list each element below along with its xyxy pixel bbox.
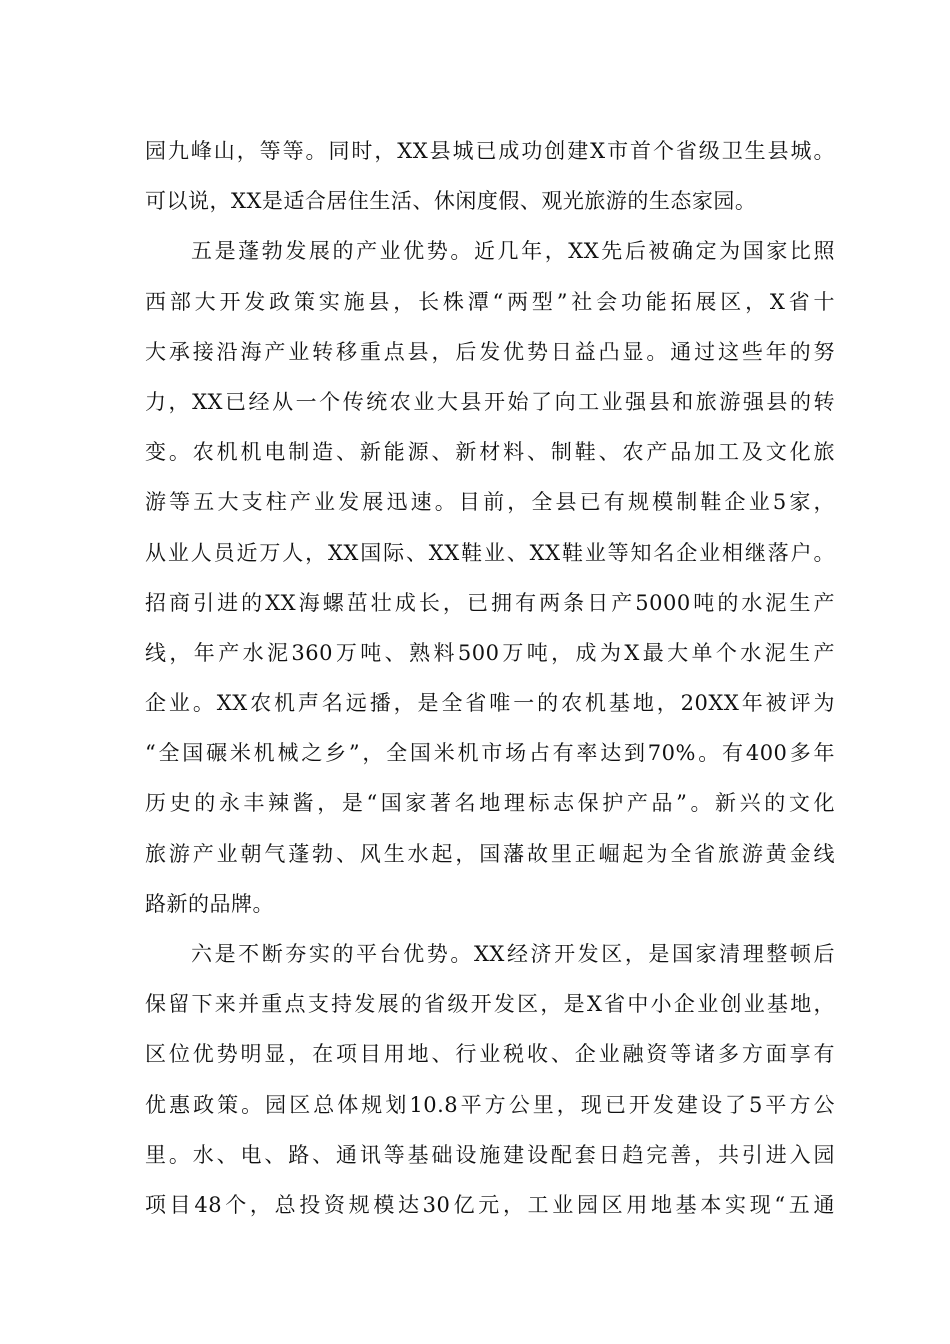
paragraph-start-line: 五是蓬勃发展的产业优势。近几年，XX先后被确定为国家比照 <box>191 239 835 264</box>
paragraph-start-line: 六是不断夯实的平台优势。XX经济开发区，是国家清理整顿后 <box>191 942 835 966</box>
document-body <box>145 131 835 1235</box>
text-line: 招商引进的XX海螺茁壮成长，已拥有两条日产5000吨的水泥生产 <box>145 590 835 615</box>
text-line: 大承接沿海产业转移重点县，后发优势日益凸显。通过这些年的努 <box>145 339 835 364</box>
text-line: 项目48个，总投资规模达30亿元，工业园区用地基本实现“五通 <box>145 1192 835 1217</box>
text-line: 里。水、电、路、通讯等基础设施建设配套日趋完善，共引进入园 <box>145 1142 835 1167</box>
text-line: 企业。XX农机声名远播，是全省唯一的农机基地，20XX年被评为 <box>145 691 835 716</box>
text-line: 从业人员近万人，XX国际、XX鞋业、XX鞋业等知名企业相继落户。 <box>145 540 835 565</box>
text-line: 线，年产水泥360万吨、熟料500万吨，成为X最大单个水泥生产 <box>145 640 835 665</box>
text-line: 区位优势明显，在项目用地、行业税收、企业融资等诸多方面享有 <box>145 1042 835 1067</box>
text-line: 路新的品牌。 <box>145 891 274 916</box>
text-line: 变。农机机电制造、新能源、新材料、制鞋、农产品加工及文化旅 <box>145 440 835 465</box>
text-line: 保留下来并重点支持发展的省级开发区，是X省中小企业创业基地， <box>145 992 835 1017</box>
text-line: 优惠政策。园区总体规划10.8平方公里，现已开发建设了5平方公 <box>145 1092 835 1117</box>
text-line: 旅游产业朝气蓬勃、风生水起，国藩故里正崛起为全省旅游黄金线 <box>145 841 835 866</box>
text-line: 西部大开发政策实施县，长株潭“两型”社会功能拓展区，X省十 <box>145 289 835 314</box>
text-line: 历史的永丰辣酱，是“国家著名地理标志保护产品”。新兴的文化 <box>145 791 835 816</box>
text-line: 园九峰山，等等。同时，XX县城已成功创建X市首个省级卫生县城。 <box>145 139 835 163</box>
text-line: “全国碾米机械之乡”，全国米机市场占有率达到70%。有400多年 <box>145 741 835 766</box>
text-line: 力，XX已经从一个传统农业大县开始了向工业强县和旅游强县的转 <box>145 389 835 414</box>
text-line: 可以说，XX是适合居住生活、休闲度假、观光旅游的生态家园。 <box>145 189 757 214</box>
text-line: 游等五大支柱产业发展迅速。目前，全县已有规模制鞋企业5家， <box>145 490 835 515</box>
